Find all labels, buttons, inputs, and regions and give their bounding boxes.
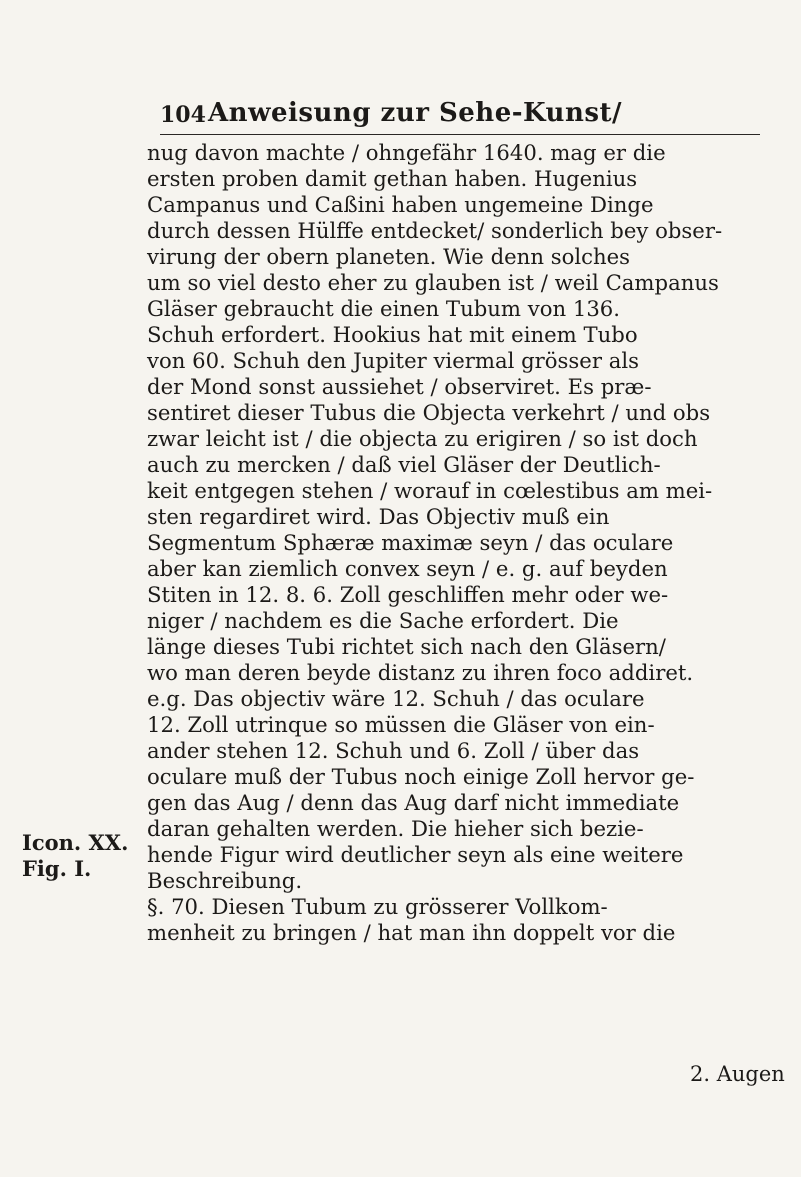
- text-line: um so viel desto eher zu glauben ist / weil Campanus: [147, 270, 719, 295]
- text-line: ander stehen 12. Schuh und 6. Zoll / über das: [147, 738, 640, 763]
- text-line: Campanus und Caßini haben ungemeine Dinge: [147, 192, 654, 217]
- text-line: auch zu mercken / daß viel Gläser der Deutlich-: [147, 452, 661, 477]
- text-line: keit entgegen stehen / worauf in cœlestibus am mei-: [147, 478, 713, 503]
- text-line: Segmentum Sphæræ maximæ seyn / das oculare: [147, 530, 674, 555]
- text-line: durch dessen Hülffe entdecket/ sonderlich bey obser-: [147, 218, 723, 243]
- text-line: niger / nachdem es die Sache erfordert. Die: [147, 608, 619, 633]
- text-line: hende Figur wird deutlicher seyn als eine weitere: [147, 842, 684, 867]
- text-line: der Mond sonst aussiehet / observiret. Es præ-: [147, 374, 652, 399]
- text-line: oculare muß der Tubus noch einige Zoll hervor ge-: [147, 764, 695, 789]
- text-line: Gläser gebraucht die einen Tubum von 136.: [147, 296, 621, 321]
- text-line: wo man deren beyde distanz zu ihren foco addiret.: [147, 660, 694, 685]
- text-line: Stiten in 12. 8. 6. Zoll geschliffen mehr oder we-: [147, 582, 669, 607]
- text-line: menheit zu bringen / hat man ihn doppelt vor die: [147, 920, 676, 945]
- text-line: gen das Aug / denn das Aug darf nicht immediate: [147, 790, 680, 815]
- margin-note-icon: Icon. XX.: [22, 830, 129, 855]
- text-line: e.g. Das objectiv wäre 12. Schuh / das oculare: [147, 686, 645, 711]
- text-line: nug davon machte / ohngefähr 1640. mag er die: [147, 140, 666, 165]
- catchword: 2. Augen: [690, 1062, 785, 1086]
- running-head: Anweisung zur Sehe-Kunst/: [208, 98, 623, 128]
- body-text: [147, 140, 787, 946]
- text-line: virung der obern planeten. Wie denn solches: [147, 244, 631, 269]
- text-line: Schuh erfordert. Hookius hat mit einem Tubo: [147, 322, 638, 347]
- text-line: §. 70. Diesen Tubum zu grösserer Vollkom-: [147, 894, 608, 919]
- page-header: [160, 100, 760, 135]
- text-line: von 60. Schuh den Jupiter viermal grösser als: [147, 348, 639, 373]
- text-line: Beschreibung.: [147, 868, 303, 893]
- text-line: sentiret dieser Tubus die Objecta verkehrt / und obs: [147, 400, 711, 425]
- text-line: sten regardiret wird. Das Objectiv muß ein: [147, 504, 610, 529]
- page-number: 104: [160, 102, 206, 128]
- margin-note-fig: Fig. I.: [22, 856, 92, 881]
- text-line: zwar leicht ist / die objecta zu erigiren / so ist doch: [147, 426, 698, 451]
- text-line: daran gehalten werden. Die hieher sich bezie-: [147, 816, 644, 841]
- text-line: 12. Zoll utrinque so müssen die Gläser von ein-: [147, 712, 655, 737]
- text-line: länge dieses Tubi richtet sich nach den Gläsern/: [147, 634, 666, 659]
- text-line: ersten proben damit gethan haben. Hugenius: [147, 166, 638, 191]
- text-line: aber kan ziemlich convex seyn / e. g. auf beyden: [147, 556, 668, 581]
